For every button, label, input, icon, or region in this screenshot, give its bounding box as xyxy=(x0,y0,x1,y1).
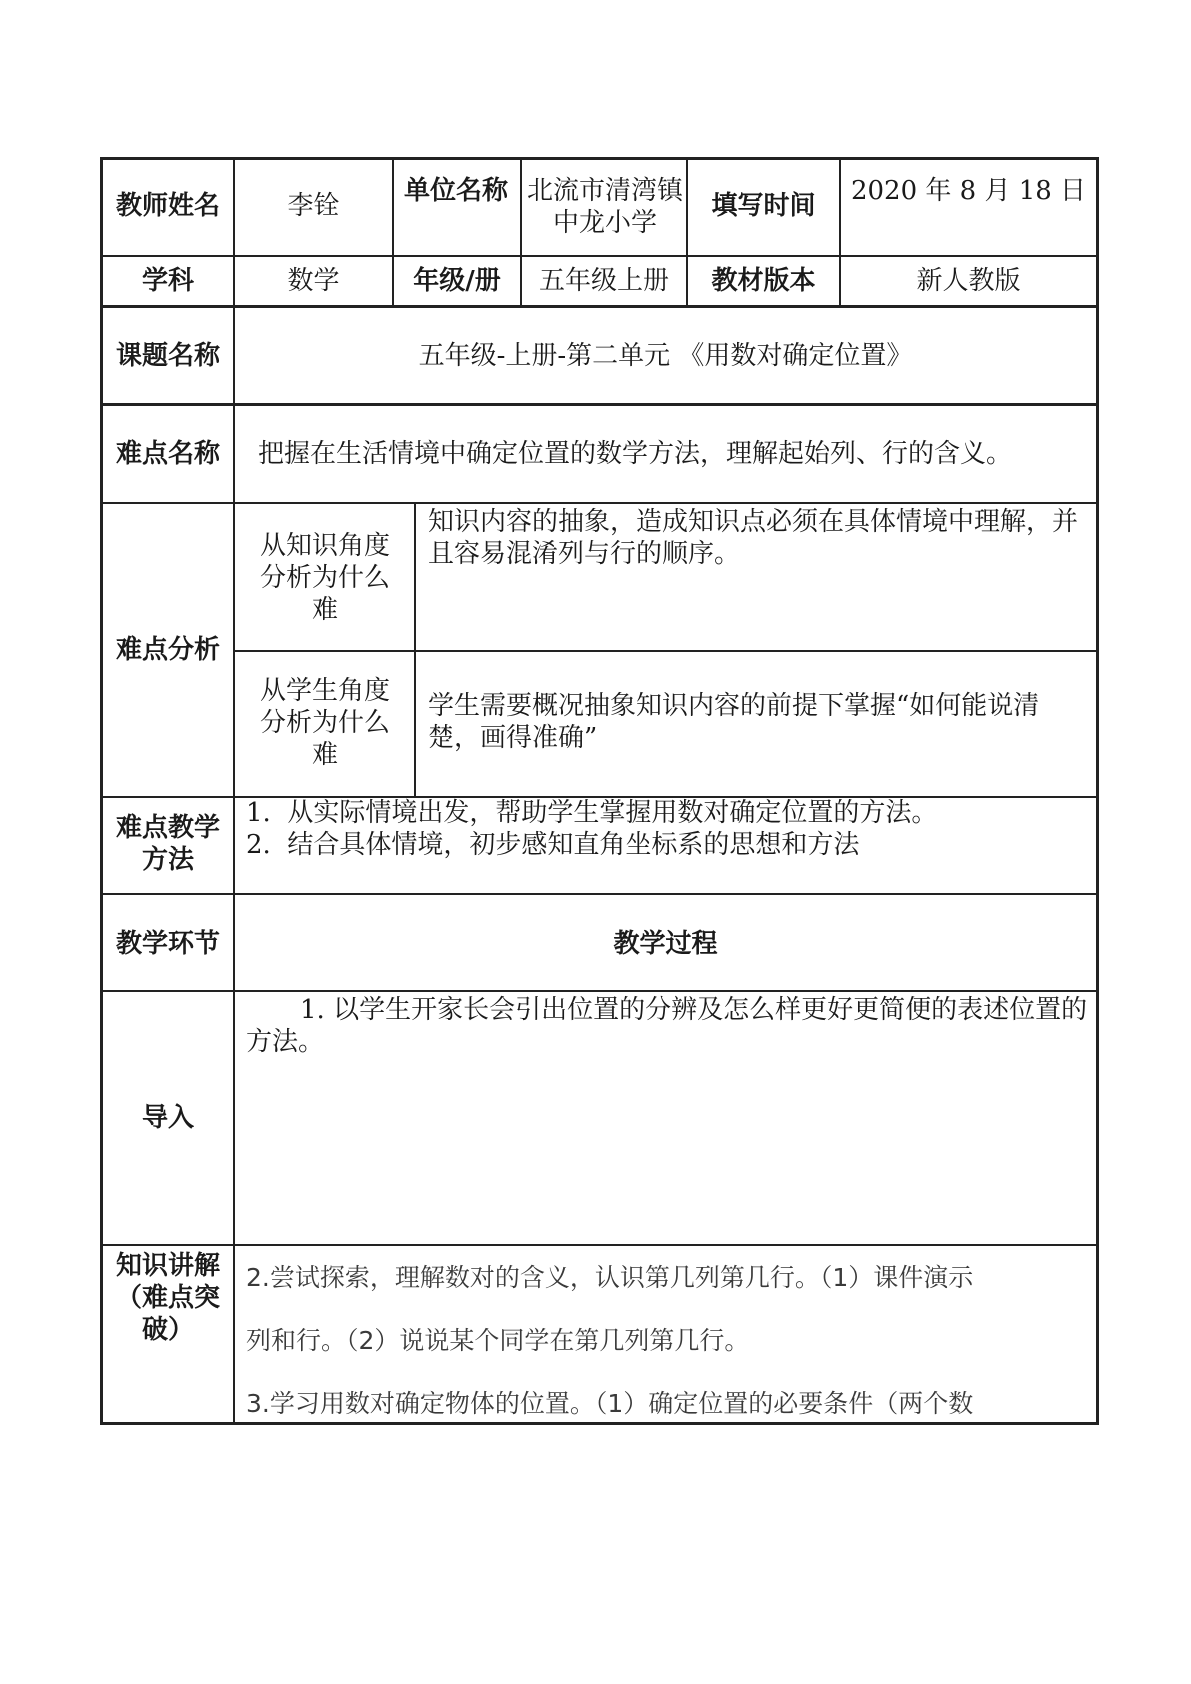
row-line-4 xyxy=(100,502,1099,504)
fill-time-label: 填写时间 xyxy=(711,191,816,221)
intro-label: 导入 xyxy=(141,1103,194,1133)
table-border-right xyxy=(1096,157,1099,1425)
knowledge-angle-text: 知识内容的抽象，造成知识点必须在具体情境中理解，并且容易混淆列与行的顺序。 xyxy=(428,507,1079,569)
table-border-top xyxy=(100,157,1099,160)
row-line-7 xyxy=(100,893,1099,895)
subject-value: 数学 xyxy=(287,266,340,296)
row-line-8 xyxy=(100,990,1099,992)
table-border-bottom xyxy=(100,1422,1099,1425)
analysis-label: 难点分析 xyxy=(115,635,220,665)
student-angle-text: 学生需要概况抽象知识内容的前提下掌握“如何能说清楚，画得准确” xyxy=(428,691,1040,753)
row-line-1 xyxy=(100,255,1099,257)
process-label: 教学环节 xyxy=(115,929,220,959)
edition-label: 教材版本 xyxy=(711,266,816,296)
unit-label: 单位名称 xyxy=(403,176,508,206)
knowledge-label: 知识讲解（难点突破） xyxy=(115,1251,220,1345)
process-title: 教学过程 xyxy=(613,929,718,959)
topic-value: 五年级-上册-第二单元 《用数对确定位置》 xyxy=(418,341,913,371)
unit-value: 北流市清湾镇中龙小学 xyxy=(526,176,683,238)
method-label: 难点教学方法 xyxy=(115,813,220,875)
method-item-2: 2. 结合具体情境，初步感知直角坐标系的思想和方法 xyxy=(246,830,860,860)
row-line-2 xyxy=(100,305,1099,308)
row-line-5 xyxy=(234,650,1099,652)
grade-value: 五年级上册 xyxy=(538,266,669,296)
fill-time-value: 2020 年 8 月 18 日 xyxy=(850,176,1087,206)
knowledge-line-3: 3.学习用数对确定物体的位置。（1）确定位置的必要条件（两个数 xyxy=(246,1389,974,1418)
subject-label: 学科 xyxy=(141,266,194,296)
row-line-9 xyxy=(100,1244,1099,1246)
knowledge-line-2: 列和行。（2）说说某个同学在第几列第几行。 xyxy=(246,1326,750,1355)
difficulty-value: 把握在生活情境中确定位置的数学方法，理解起始列、行的含义。 xyxy=(258,439,1013,469)
col-line-analysis xyxy=(414,502,416,798)
intro-text: 1. 以学生开家长会引出位置的分辨及怎么样更好更简便的表述位置的方法。 xyxy=(246,995,1088,1057)
row-line-3 xyxy=(100,403,1099,406)
teacher-name-value: 李铨 xyxy=(287,191,340,221)
method-item-1: 1. 从实际情境出发，帮助学生掌握用数对确定位置的方法。 xyxy=(246,798,938,828)
teacher-name-label: 教师姓名 xyxy=(115,191,220,221)
edition-value: 新人教版 xyxy=(916,266,1021,296)
grade-label: 年级/册 xyxy=(413,266,501,296)
knowledge-line-1: 2.尝试探索，理解数对的含义，认识第几列第几行。（1）课件演示 xyxy=(246,1263,974,1292)
student-angle-label: 从学生角度分析为什么难 xyxy=(259,676,390,770)
difficulty-label: 难点名称 xyxy=(115,439,220,469)
knowledge-angle-label: 从知识角度分析为什么难 xyxy=(259,531,390,625)
topic-label: 课题名称 xyxy=(115,341,220,371)
